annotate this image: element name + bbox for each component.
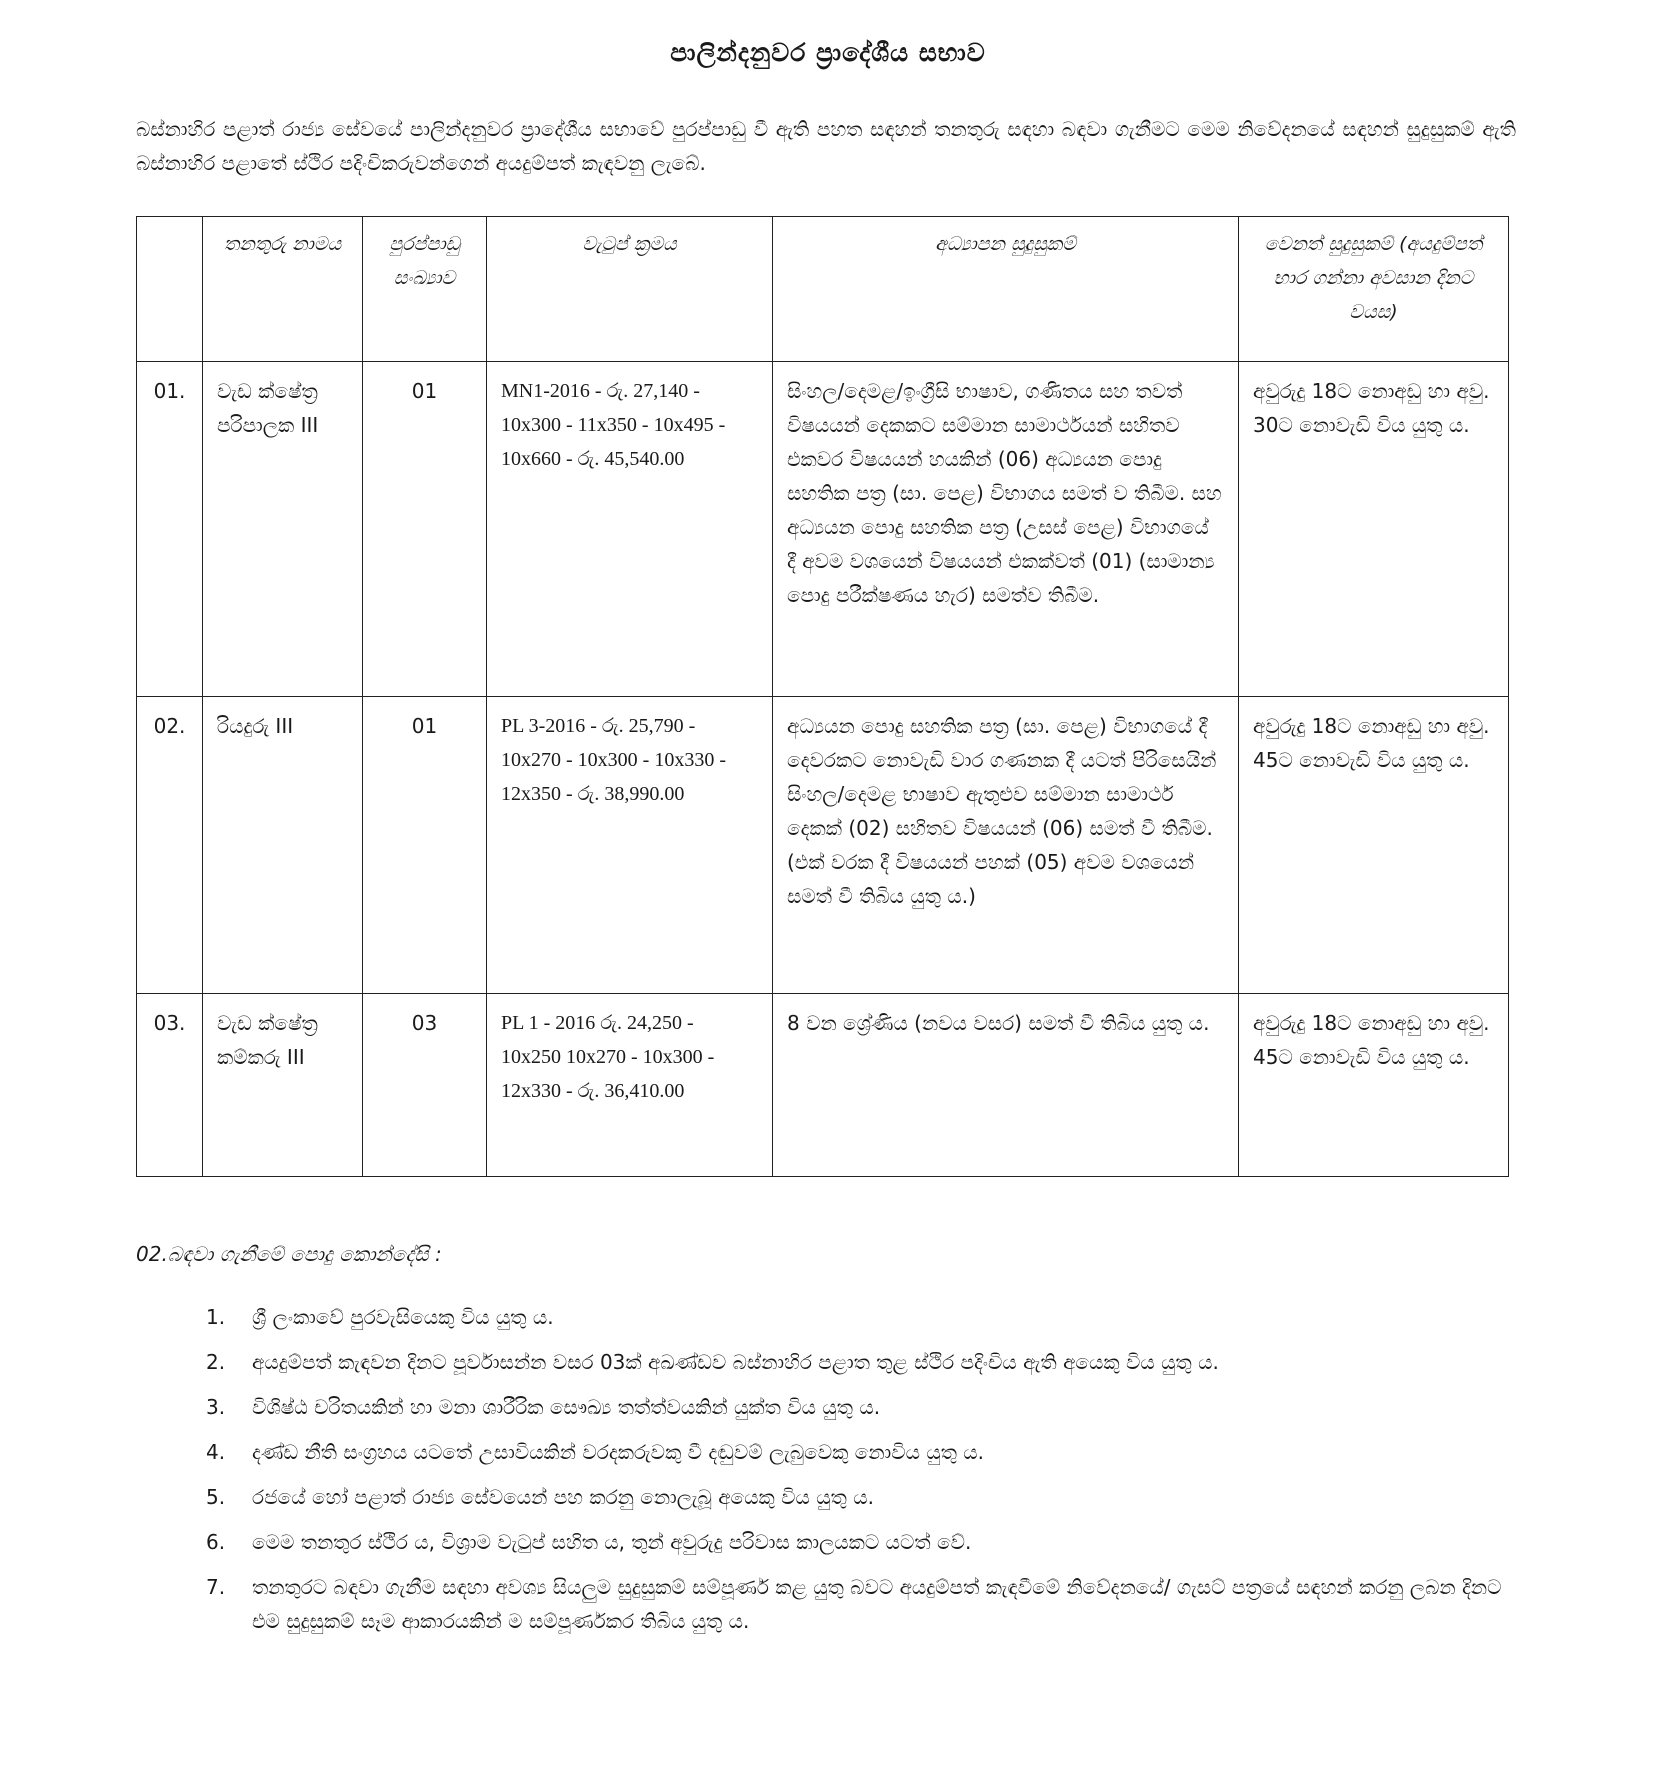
header-salary-scale: වැටුප් ක්‍රමය — [487, 217, 773, 362]
list-item-number: 6. — [206, 1530, 226, 1554]
cell-other: අවුරුදු 18ට නොඅඩු හා අවු. 45ට නොවැඩි විය යුතු ය. — [1239, 994, 1509, 1177]
list-item — [206, 1345, 1526, 1379]
cell-post: වැඩ ක්ෂේත්‍ර කම්කරු III — [203, 994, 363, 1177]
table-row — [137, 994, 1509, 1177]
cell-post: රියදුරු III — [203, 697, 363, 994]
conditions-list — [206, 1300, 1526, 1649]
list-item-number: 1. — [206, 1305, 226, 1329]
list-item-text: ශ්‍රී ලංකාවේ පුරවැසියෙකු විය යුතු ය. — [252, 1305, 554, 1329]
conditions-heading: 02.බඳවා ගැනීමේ පොදු කොන්දේසි : — [136, 1242, 442, 1266]
header-post-name: තනතුරු නාමය — [203, 217, 363, 362]
page-title: පාලින්දනුවර ප්‍රාදේශීය සභාව — [670, 38, 986, 67]
list-item-text: දණ්ඩ නීති සංග්‍රහය යටතේ උසාවියකින් වරදකරුවකු වී දඬුවම් ලැබුවෙකු නොවිය යුතු ය. — [252, 1440, 985, 1464]
list-item-number: 2. — [206, 1350, 226, 1374]
table-row — [137, 362, 1509, 697]
cell-num: 01. — [137, 362, 203, 697]
list-item-text: අයදුම්පත් කැඳවන දිනට පූර්වාසන්න වසර 03ක් අඛණ්ඩව බස්නාහිර පළාත තුළ ස්ථිර පදිංචිය ඇති අයෙකු විය යුතු ය. — [252, 1350, 1219, 1374]
list-item-number: 5. — [206, 1485, 226, 1509]
cell-vacancies: 03 — [363, 994, 487, 1177]
table-header-row — [137, 217, 1509, 362]
header-num — [137, 217, 203, 362]
list-item-number: 3. — [206, 1395, 226, 1419]
list-item-number: 7. — [206, 1575, 226, 1599]
list-item — [206, 1435, 1526, 1469]
list-item — [206, 1525, 1526, 1559]
cell-salary: PL 3-2016 - රු. 25,790 - 10x270 - 10x300 - 10x330 - 12x350 - රු. 38,990.00 — [487, 697, 773, 994]
list-item — [206, 1480, 1526, 1514]
vacancy-table — [136, 216, 1509, 1177]
list-item-number: 4. — [206, 1440, 226, 1464]
cell-num: 03. — [137, 994, 203, 1177]
cell-other: අවුරුදු 18ට නොඅඩු හා අවු. 30ට නොවැඩි විය යුතු ය. — [1239, 362, 1509, 697]
cell-num: 02. — [137, 697, 203, 994]
cell-vacancies: 01 — [363, 697, 487, 994]
cell-salary: MN1-2016 - රු. 27,140 - 10x300 - 11x350 - 10x495 - 10x660 - රු. 45,540.00 — [487, 362, 773, 697]
list-item-text: මෙම තනතුර ස්ථිර ය, විශ්‍රාම වැටුප් සහිත ය, තුන් අවුරුදු පරිවාස කාලයකට යටත් වේ. — [252, 1530, 972, 1554]
list-item — [206, 1390, 1526, 1424]
list-item — [206, 1300, 1526, 1334]
cell-post: වැඩ ක්ෂේත්‍ර පරිපාලක III — [203, 362, 363, 697]
cell-salary: PL 1 - 2016 රු. 24,250 - 10x250 10x270 - 10x300 - 12x330 - රු. 36,410.00 — [487, 994, 773, 1177]
header-education: අධ්‍යාපන සුදුසුකම් — [773, 217, 1239, 362]
header-other-qualifications: වෙනත් සුදුසුකම් (අයදුම්පත් භාර ගන්නා අවසාන දිනට වයස) — [1239, 217, 1509, 362]
cell-vacancies: 01 — [363, 362, 487, 697]
intro-text: බස්නාහිර පළාත් රාජ්‍ය සේවයේ පාලින්දනුවර ප්‍රාදේශීය සභාවේ පුරප්පාඩු වී ඇති පහත සඳහන් තනතුරු සඳහා බඳවා ගැනීමට මෙම නිවේදනයේ සඳහන් සුදුසුකම් ඇති බස්නාහිර පළාතේ ස්ථිර පදිංචිකරුවන්ගෙන් අයදුම්පත් කැඳවනු ලැබේ. — [136, 117, 1516, 175]
list-item-text: විශිෂ්ඨ චරිතයකින් හා මනා ශාරීරික සෞඛ්‍ය තත්ත්වයකින් යුක්ත විය යුතු ය. — [252, 1395, 881, 1419]
list-item — [206, 1570, 1526, 1638]
cell-education: සිංහල/දෙමළ/ඉංග්‍රීසි භාෂාව, ගණිතය සහ තවත් විෂයයන් දෙකකට සම්මාන සාමාර්ථයන් සහිතව එකවර විෂයයන් හයකින් (06) අධ්‍යයන පොදු සහතික පත්‍ර (සා. පෙළ) විභාගය සමත් ව තිබීම. සහ අධ්‍යයන පොදු සහතික පත්‍ර (උසස් පෙළ) විභාගයේ දී අවම වශයෙන් විෂයයන් එකක්වත් (01) (සාමාන්‍ය පොදු පරීක්ෂණය හැර) සමත්ව තිබීම. — [773, 362, 1239, 697]
list-item-text: රජයේ හෝ පළාත් රාජ්‍ය සේවයෙන් පහ කරනු නොලැබූ අයෙකු විය යුතු ය. — [252, 1485, 874, 1509]
cell-education: 8 වන ශ්‍රේණිය (නවය වසර) සමත් වී තිබිය යුතු ය. — [773, 994, 1239, 1177]
cell-education: අධ්‍යයන පොදු සහතික පත්‍ර (සා. පෙළ) විභාගයේ දී දෙවරකට නොවැඩි වාර ගණනක දී යටත් පිරිසෙයින් සිංහල/දෙමළ භාෂාව ඇතුළුව සම්මාන සාමාර්ථ දෙකක් (02) සහිතව විෂයයන් (06) සමත් වී තිබීම. (එක් වරක දී විෂයයන් පහක් (05) අවම වශයෙන් සමත් වී තිබිය යුතු ය.) — [773, 697, 1239, 994]
intro-paragraph — [136, 112, 1516, 180]
header-vacancies: පුරප්පාඩු සංඛ්‍යාව — [363, 217, 487, 362]
list-item-text: තනතුරට බඳවා ගැනීම සඳහා අවශ්‍ය සියලුම සුදුසුකම් සම්පූර්ණ කළ යුතු බවට අයදුම්පත් කැඳවීමේ නිවේදනයේ/ ගැසට් පත්‍රයේ සඳහන් කරනු ලබන දිනට එම සුදුසුකම් සෑම ආකාරයකින් ම සම්පූර්ණකර තිබිය යුතු ය. — [252, 1575, 1502, 1633]
table-row — [137, 697, 1509, 994]
cell-other: අවුරුදු 18ට නොඅඩු හා අවු. 45ට නොවැඩි විය යුතු ය. — [1239, 697, 1509, 994]
